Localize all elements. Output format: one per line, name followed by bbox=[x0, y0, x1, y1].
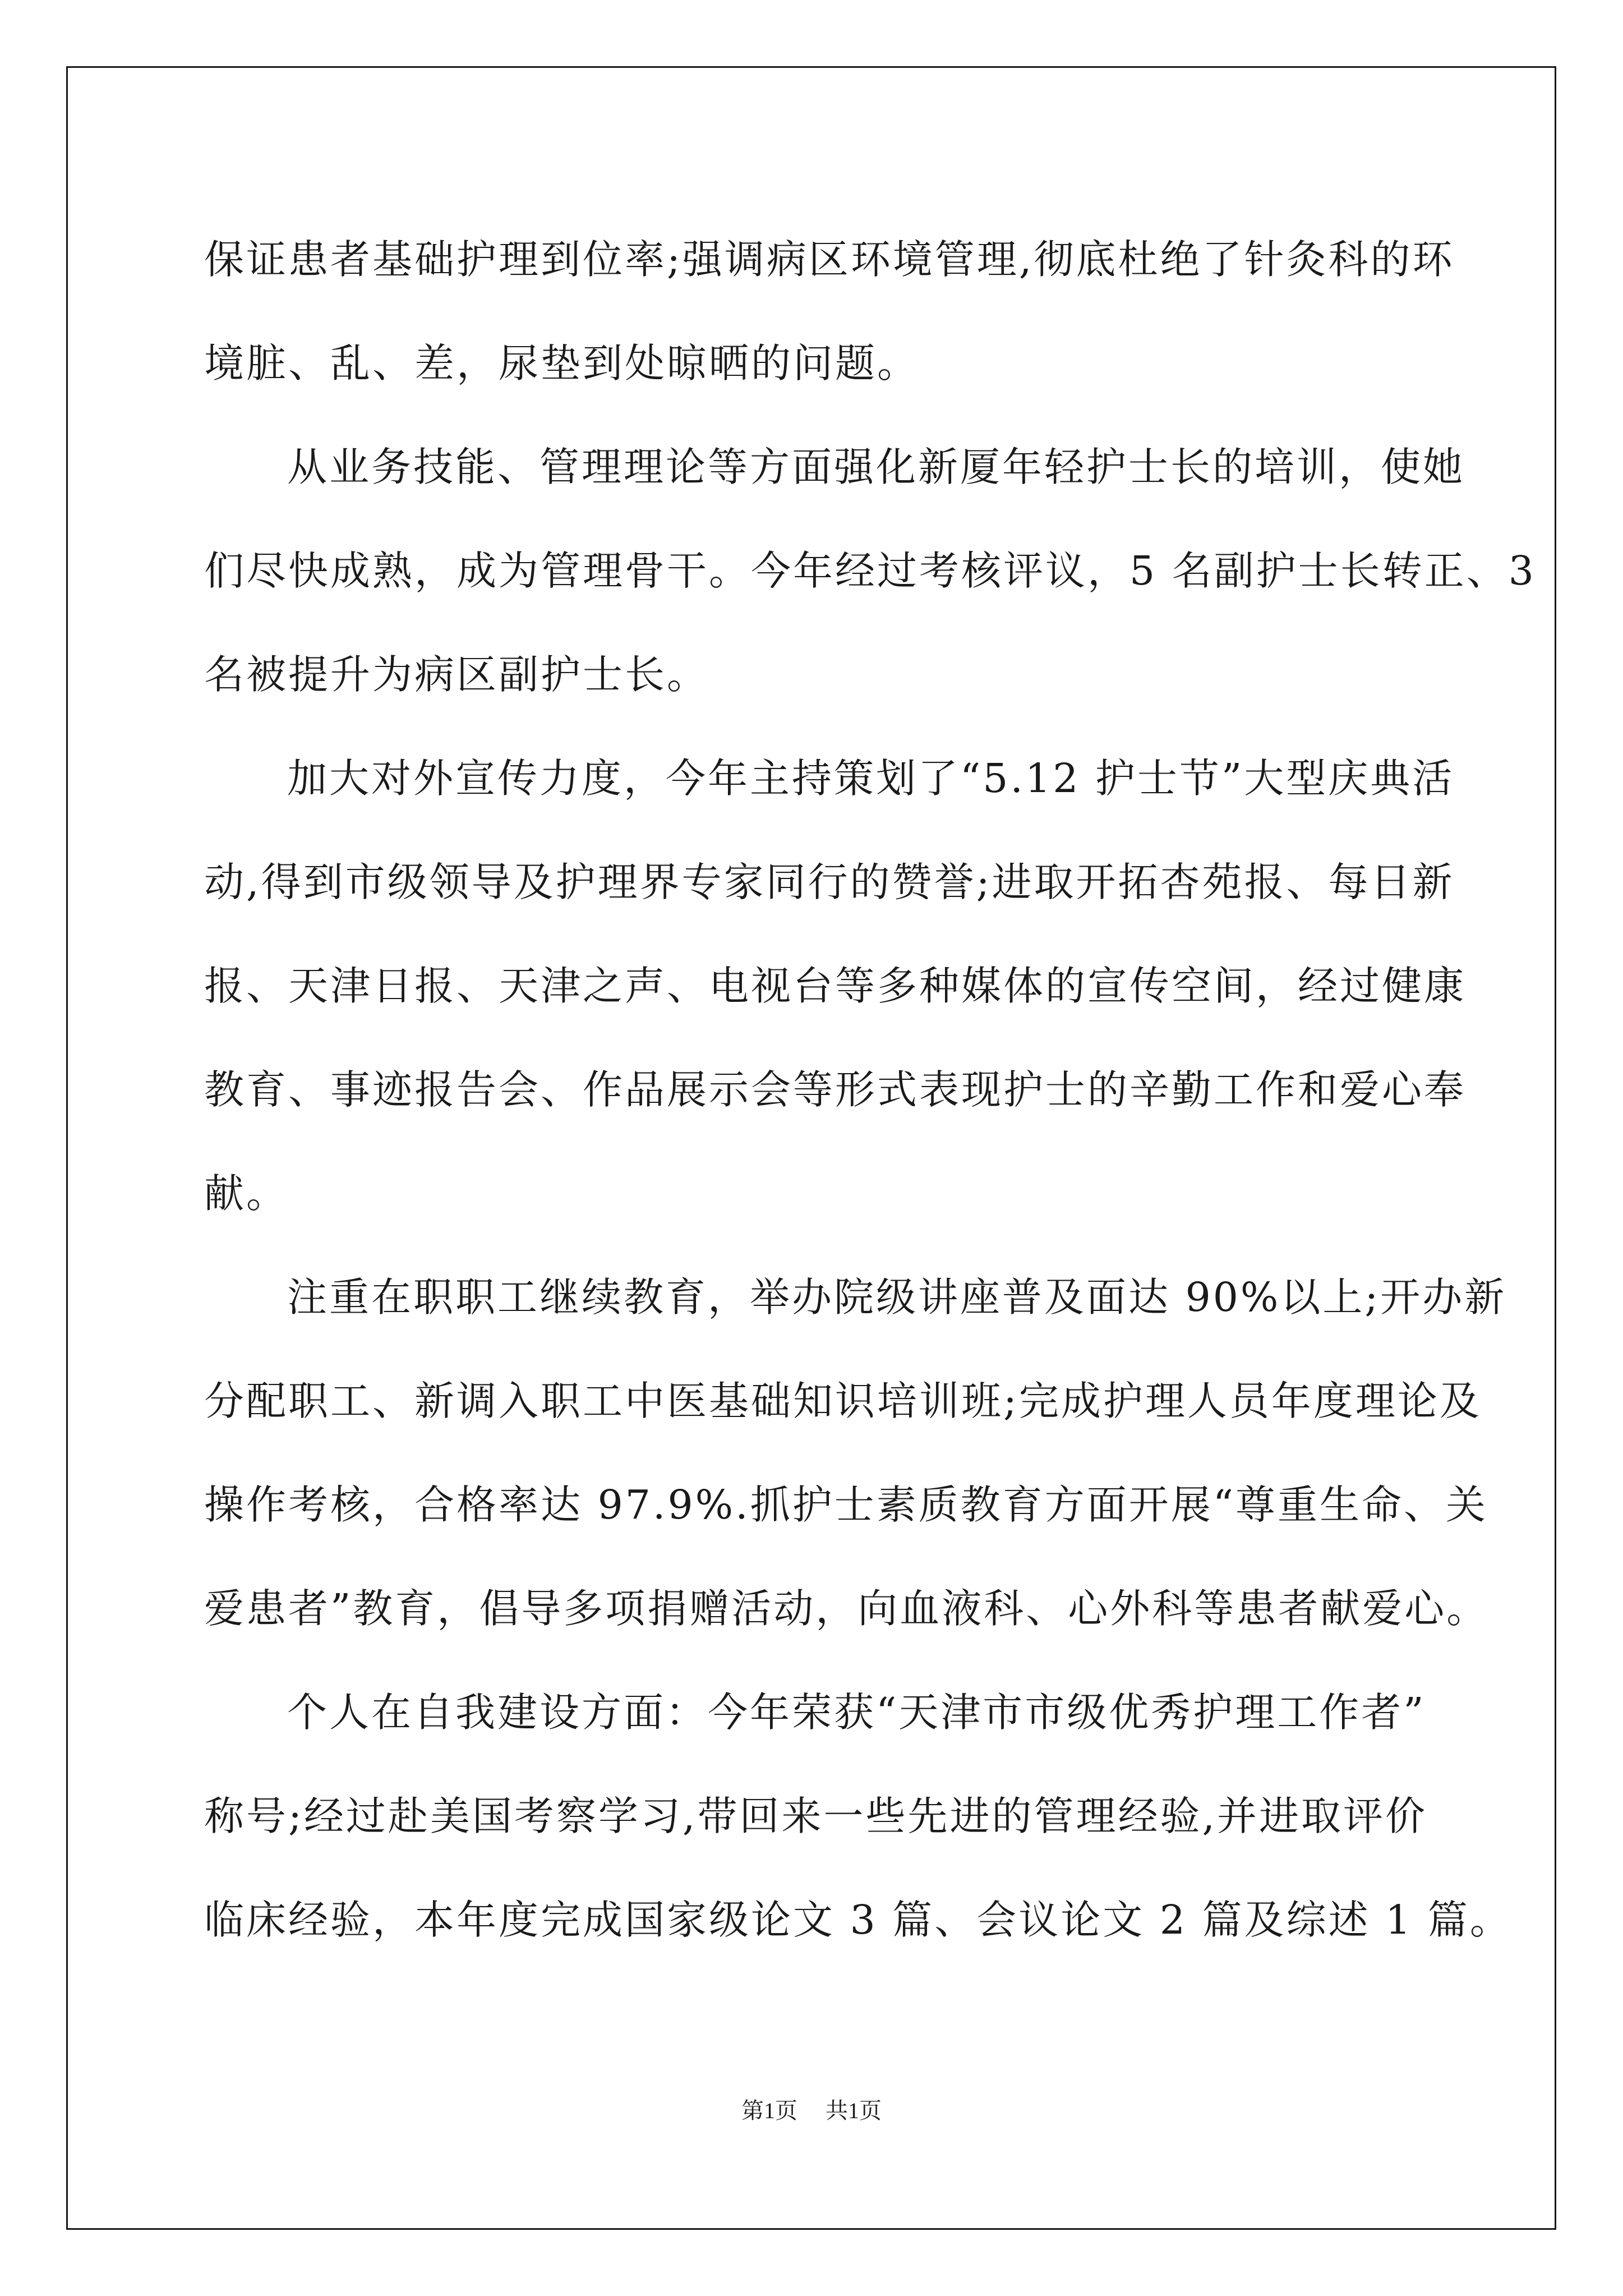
text-line: 称号;经过赴美国考察学习,带回来一些先进的管理经验,并进取评价 bbox=[204, 1793, 1428, 1839]
paragraph-first-line: 从业务技能、管理理论等方面强化新厦年轻护士长的培训，使她 bbox=[287, 444, 1465, 490]
text-line: 操作考核，合格率达 97.9%.抓护士素质教育方面开展“尊重生命、关 bbox=[204, 1481, 1488, 1528]
paragraph-first-line: 个人在自我建设方面：今年荣获“天津市市级优秀护理工作者” bbox=[287, 1689, 1426, 1736]
paragraph-first-line: 加大对外宣传力度，今年主持策划了“5.12 护士节”大型庆典活 bbox=[287, 755, 1455, 802]
text-line: 保证患者基础护理到位率;强调病区环境管理,彻底杜绝了针灸科的环 bbox=[204, 236, 1455, 283]
text-line: 分配职工、新调入职工中医基础知识培训班;完成护理人员年度理论及 bbox=[204, 1378, 1482, 1424]
paragraph-first-line: 注重在职职工继续教育，举办院级讲座普及面达 90%以上;开办新 bbox=[287, 1274, 1507, 1320]
text-line: 名被提升为病区副护士长。 bbox=[204, 651, 709, 698]
text-line: 报、天津日报、天津之声、电视台等多种媒体的宣传空间，经过健康 bbox=[204, 963, 1467, 1009]
page-total: 共1页 bbox=[826, 2098, 882, 2123]
page-footer bbox=[0, 2097, 1623, 2125]
text-line: 们尽快成熟，成为管理骨干。今年经过考核评议，5 名副护士长转正、3 bbox=[204, 547, 1536, 594]
text-line: 境脏、乱、差，尿垫到处晾晒的问题。 bbox=[204, 340, 920, 386]
document-body bbox=[204, 208, 1536, 1972]
text-line: 爱患者”教育，倡导多项捐赠活动，向血液科、心外科等患者献爱心。 bbox=[204, 1585, 1489, 1632]
text-line: 献。 bbox=[204, 1170, 289, 1217]
text-line: 临床经验，本年度完成国家级论文 3 篇、会议论文 2 篇及综述 1 篇。 bbox=[204, 1897, 1512, 1943]
page-number: 第1页 bbox=[741, 2098, 797, 2123]
text-line: 教育、事迹报告会、作品展示会等形式表现护士的辛勤工作和爱心奉 bbox=[204, 1066, 1467, 1113]
text-line: 动,得到市级领导及护理界专家同行的赞誉;进取开拓杏苑报、每日新 bbox=[204, 859, 1455, 905]
